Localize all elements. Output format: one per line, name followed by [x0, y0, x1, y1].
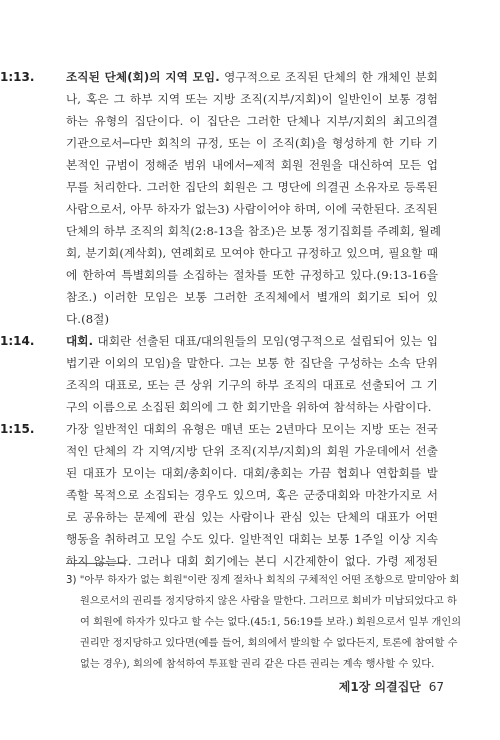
footnote-divider [66, 563, 126, 564]
paragraph-1-14 [0, 330, 438, 418]
text-line: 구의 이름으로 소집된 회의에 그 한 회기만을 위하여 참석하는 사람이다. [66, 400, 432, 414]
text-line: 족할 목적으로 소집되는 경우도 있으며, 혹은 군중대회와 마찬가지로 서 [66, 488, 438, 502]
text-line: 회, 분기회(계삭회), 연례회로 모여야 한다고 규정하고 있으며, 필요할 때 [66, 246, 438, 260]
section-heading: 대회. [66, 334, 94, 348]
footnote-line: 권리만 정지당하고 있다면(예를 들어, 회의에서 발의할 수 없다든지, 토론에 참여할 수 [80, 638, 458, 649]
footnote-marker: 3) [66, 575, 77, 586]
section-number: 1:15. [0, 422, 35, 436]
footnote-line: 원으로서의 권리를 정지당하지 않은 사람을 말한다. 그러므로 회비가 미납되었다고 하 [80, 596, 457, 607]
paragraph-1-15 [0, 418, 438, 572]
text-line: 조직된 단체(회)의 지역 모임. 영구적으로 조직된 단체의 한 개체인 분회 [66, 70, 438, 84]
footnote-line: 여 회원에 하자가 있다고 할 수는 없다.(45:1, 56:19를 보라.) 회원으로서 일부 개인의 [80, 617, 462, 628]
footnote [66, 570, 462, 675]
text-line: 참조.) 이러한 모임은 보통 그러한 조직체에서 별개의 회기로 되어 있 [66, 290, 438, 304]
section-number: 1:13. [0, 70, 35, 84]
text-line: 나, 혹은 그 하부 지역 또는 지방 조직(지부/지회)이 일반인이 보통 경험 [66, 92, 438, 106]
text-line: 된 대표가 모이는 대회/총회이다. 대회/총회는 가끔 협회나 연합회를 발 [66, 466, 438, 480]
text-line: 행동을 취하려고 모일 수도 있다. 일반적인 대회는 보통 1주일 이상 지속 [66, 532, 438, 546]
text-line: 사람으로서, 아무 하자가 없는3) 사람이어야 하며, 이에 국한된다. 조직된 [66, 202, 438, 216]
footnote-line: 없는 경우), 회의에 참석하여 투표할 권리 같은 다른 권리는 계속 행사할 수 있다. [80, 659, 435, 670]
text-line: 하는 유형의 집단이다. 이 집단은 그러한 단체나 지부/지회의 최고의결 [66, 114, 438, 128]
text-line: 단체의 하부 조직의 회칙(2:8-13을 참조)은 보통 정기집회를 주례회, 월례 [66, 224, 442, 238]
page-number: 67 [428, 680, 444, 694]
text-line: 적인 단체의 각 지역/지방 단위 조직(지부/지회)의 회원 가운데에서 선출 [66, 444, 438, 458]
text-line: 기관으로서─다만 회칙의 규정, 또는 이 조직(회)을 형성하게 한 기타 기 [66, 136, 438, 150]
footnote-line: 3) "아무 하자가 없는 회원"이란 징계 절차나 회칙의 구체적인 어떤 조항으로 말미암아 회 [66, 575, 460, 586]
paragraph-1-13 [0, 66, 442, 330]
text-line: 본적인 규범이 정해준 범위 내에서─제적 회원 전원을 대신하여 모든 업 [66, 158, 438, 172]
text-line: 에 한하여 특별회의를 소집하는 절차를 또한 규정하고 있다.(9:13-16을 [66, 268, 438, 282]
text-line: 대회. 대회란 선출된 대표/대의원들의 모임(영구적으로 설립되어 있는 입 [66, 334, 438, 348]
text-line: 조직의 대표로, 또는 큰 상위 기구의 하부 조직의 대표로 선출되어 그 기 [66, 378, 438, 392]
text-line: 다.(8절) [66, 312, 110, 326]
text-line: 법기관 이외의 모임)을 말한다. 그는 보통 한 집단을 구성하는 소속 단위 [66, 356, 438, 370]
text-line: 무를 처리한다. 그러한 집단의 회원은 그 명단에 의결권 소유자로 등록된 [66, 180, 438, 194]
text-line: 하지 않는다. 그러나 대회 회기에는 본디 시간제한이 없다. 가령 제정된 [66, 554, 438, 568]
running-footer [339, 678, 444, 695]
section-heading: 조직된 단체(회)의 지역 모임. [66, 70, 220, 84]
chapter-title: 제1장 의결집단 [338, 680, 421, 694]
text-line: 가장 일반적인 대회의 유형은 매년 또는 2년마다 모이는 지방 또는 전국 [66, 422, 438, 436]
text-line: 로 공유하는 문제에 관심 있는 사람이나 관심 있는 단체의 대표가 어떤 [66, 510, 438, 524]
section-number: 1:14. [0, 334, 35, 348]
